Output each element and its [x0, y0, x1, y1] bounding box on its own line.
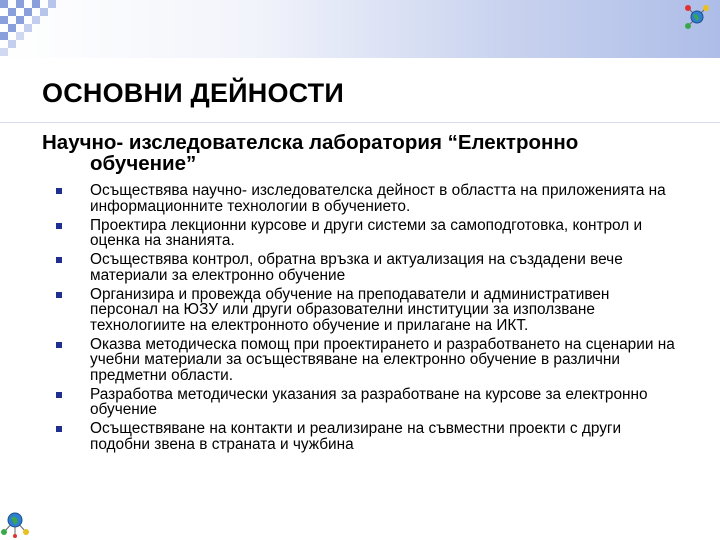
square-bullet-icon — [56, 392, 62, 398]
activities-list — [56, 183, 676, 456]
section-heading — [42, 132, 702, 174]
globe-network-icon — [0, 506, 30, 538]
square-bullet-icon — [56, 257, 62, 263]
list-item-text: Разработва методически указания за разработване на курсове за електронно обучение — [90, 385, 648, 418]
section-heading-line2: обучение” — [90, 152, 197, 175]
list-item — [56, 337, 676, 384]
list-item — [56, 421, 676, 452]
square-bullet-icon — [56, 426, 62, 432]
list-item — [56, 252, 676, 283]
list-item-text: Осъществява научно- изследователска дейност в областта на приложенията на информационните технологии в обучението. — [90, 182, 666, 215]
list-item-text: Оказва методическа помощ при проектирането и разработването на сценарии на учебни материали за осъществяване на електронно обучение в различни предметни области. — [90, 335, 675, 384]
list-item-text: Организира и провежда обучение на преподаватели и административен персонал на ЮЗУ или други образователни институции за използване технологиите на електронното обучение и прилагане на ИКТ. — [90, 285, 610, 334]
list-item — [56, 183, 676, 214]
header-band — [0, 0, 720, 58]
list-item — [56, 287, 676, 334]
title-divider — [0, 122, 720, 123]
globe-network-icon — [682, 2, 712, 32]
list-item-text: Осъществяване на контакти и реализиране на съвместни проекти с други подобни звена в страната и чужбина — [90, 420, 622, 453]
square-bullet-icon — [56, 292, 62, 298]
square-bullet-icon — [56, 188, 62, 194]
list-item — [56, 218, 676, 249]
list-item-text: Проектира лекционни курсове и други системи за самоподготовка, контрол и оценка на знанията. — [90, 216, 643, 249]
pixel-mosaic-decoration — [0, 0, 100, 60]
square-bullet-icon — [56, 342, 62, 348]
slide-title: ОСНОВНИ ДЕЙНОСТИ — [42, 78, 344, 108]
list-item — [56, 387, 676, 418]
square-bullet-icon — [56, 223, 62, 229]
list-item-text: Осъществява контрол, обратна връзка и актуализация на създадени вече материали за електронно обучение — [90, 251, 623, 284]
section-heading-line1: Научно- изследователска лаборатория “Електронно — [42, 131, 579, 154]
